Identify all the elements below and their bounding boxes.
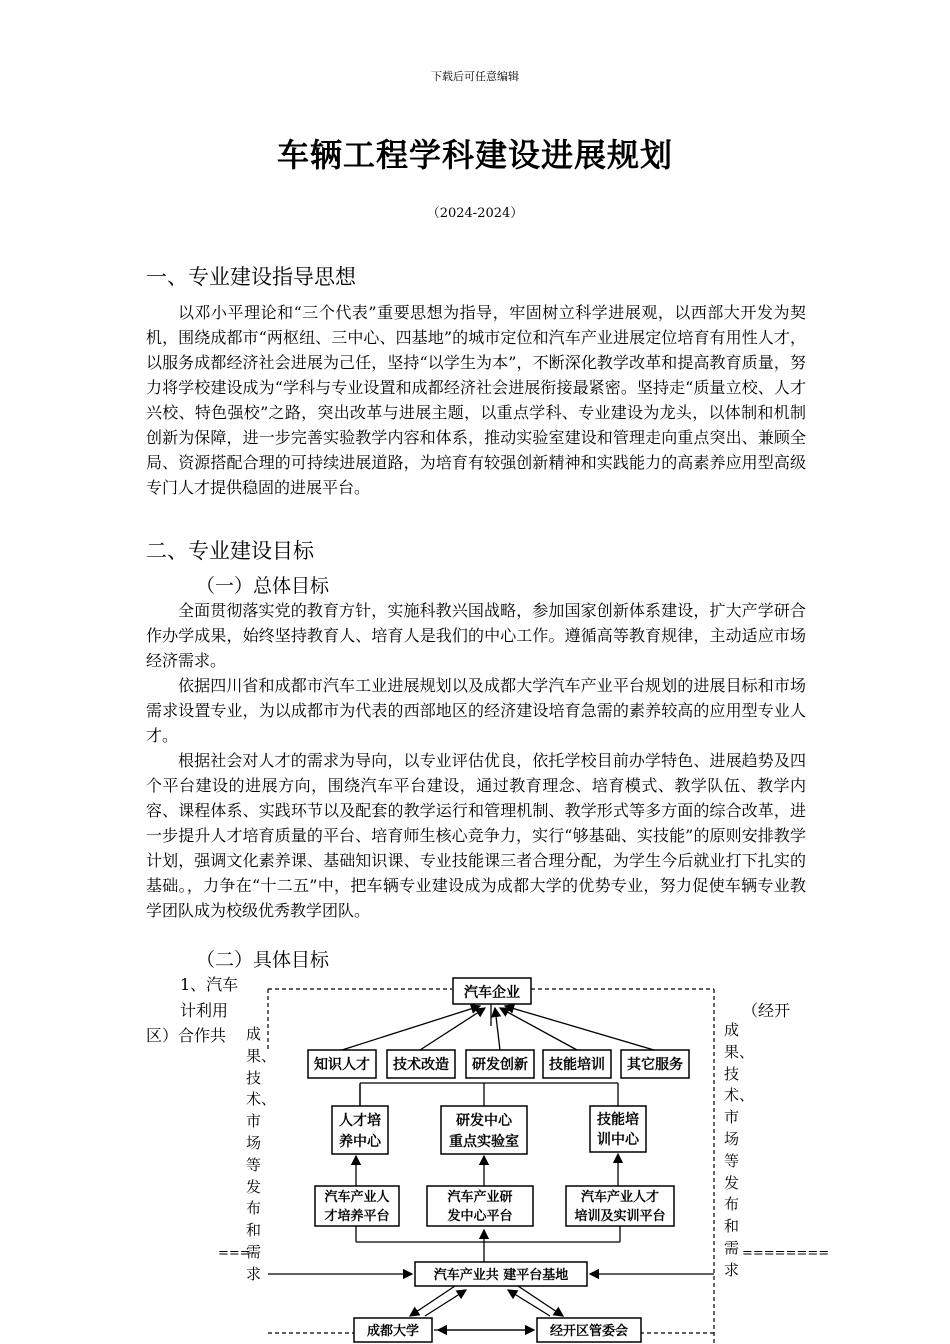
item1-start: 1、汽车 (180, 975, 239, 994)
section1-heading: 一、专业建设指导思想 (146, 265, 356, 289)
side-label-right: 成果、技术、市场等发布和需求 (724, 1021, 755, 1279)
center-text: 重点实验室 (449, 1134, 519, 1150)
year-range: （2024-2024） (426, 206, 524, 221)
line3-start: 区）合作共 (146, 1026, 227, 1045)
paragraph: 根据社会对人才的需求为导向，以专业评估优良，依托学校目前办学特色、进展趋势及四个平台建设的进展方向，围绕汽车平台建设，通过教育理念、培育模式、教学队伍、教学内容、课程体系、实践环节以及配套的教学运行和管理机制、教学形式等多方面的综合改革，进一步提升人才培育质量的平台、培育师生核心竞争力，实行“够基础、实技能”的原则安排教学计划，强调文化素养课、基础知识课、专业技能课三者合理分配，为学生今后就业打下扎实的基础。，力争在“十二五”中，把车辆专业建设成为成都大学的优势专业，努力促使车辆专业教学团队成为校级优秀教学团队。 (146, 751, 806, 920)
section2-heading: 二、专业建设目标 (146, 539, 314, 563)
box-row1-text: 其它服务 (627, 1057, 683, 1073)
eq-right: ======== (742, 1246, 830, 1261)
chengdu-university-text: 成都大学 (366, 1324, 420, 1339)
line2-start: 计利用 (180, 1001, 229, 1020)
page-title: 车辆工程学科建设进展规划 (276, 136, 673, 174)
center-text: 养中心 (339, 1134, 381, 1150)
platform-text: 汽车产业人 (324, 1190, 390, 1205)
center-text: 技能培 (597, 1112, 639, 1128)
center-text: 研发中心 (456, 1113, 512, 1129)
header-note: 下载后可任意编辑 (431, 70, 519, 83)
overall-goal-heading: （一）总体目标 (196, 575, 330, 597)
paragraph: 依据四川省和成都市汽车工业进展规划以及成都大学汽车产业平台规划的进展目标和市场需求设置专业，为以成都市为代表的西部地区的经济建设培育急需的素养较高的应用型专业人才。 (146, 676, 806, 745)
platform-text: 才培养平台 (324, 1209, 390, 1224)
base-text: 汽车产业共 建平台基地 (433, 1268, 569, 1283)
paragraph: 全面贯彻落实党的教育方针，实施科教兴国战略，参加国家创新体系建设，扩大产学研合作办学成果，始终坚持教育人、培育人是我们的中心工作。遵循高等教育规律，主动适应市场经济需求。 (146, 601, 806, 670)
dev-zone-committee-text: 经开区管委会 (549, 1324, 629, 1339)
section1-paragraph: 以邓小平理论和“三个代表”重要思想为指导，牢固树立科学进展观，以西部大开发为契机，围绕成都市“两枢纽、三中心、四基地”的城市定位和汽车产业进展定位培育有用性人才，以服务成都经济社会进展为己任，坚持“以学生为本”，不断深化教学改革和提高教育质量，努力将学校建设成为“学科与专业设置和成都经济社会进展衔接最紧密。坚持走“质量立校、人才兴校、特色强校”之路，突出改革与进展主题，以重点学科、专业建设为龙头，以体制和机制创新为保障，进一步完善实验教学内容和体系，推动实验室建设和管理走向重点突出、兼顾全局、资源搭配合理的可持续进展道路，为培育有较强创新精神和实践能力的高素养应用型高级专门人才提供稳固的进展平台。 (146, 303, 806, 497)
box-row1-text: 技能培训 (549, 1057, 605, 1073)
platform-text: 培训及实训平台 (574, 1209, 666, 1224)
side-label-left: 成果、技术、市场等发布和需求 (246, 1025, 277, 1283)
line2-end: （经开 (742, 1001, 791, 1020)
box-row1-text: 研发创新 (472, 1057, 528, 1073)
center-text: 人才培 (339, 1113, 381, 1129)
platform-text: 发中心平台 (447, 1209, 513, 1224)
specific-goal-heading: （二）具体目标 (196, 949, 330, 971)
platform-text: 汽车产业研 (447, 1190, 513, 1205)
box-row1-text: 技术改造 (393, 1057, 449, 1073)
box-auto-enterprise-text: 汽车企业 (464, 985, 520, 1001)
center-text: 训中心 (597, 1132, 639, 1148)
eq-left: === (218, 1246, 251, 1261)
box-row1-text: 知识人才 (314, 1057, 370, 1073)
platform-text: 汽车产业人才 (580, 1190, 660, 1205)
